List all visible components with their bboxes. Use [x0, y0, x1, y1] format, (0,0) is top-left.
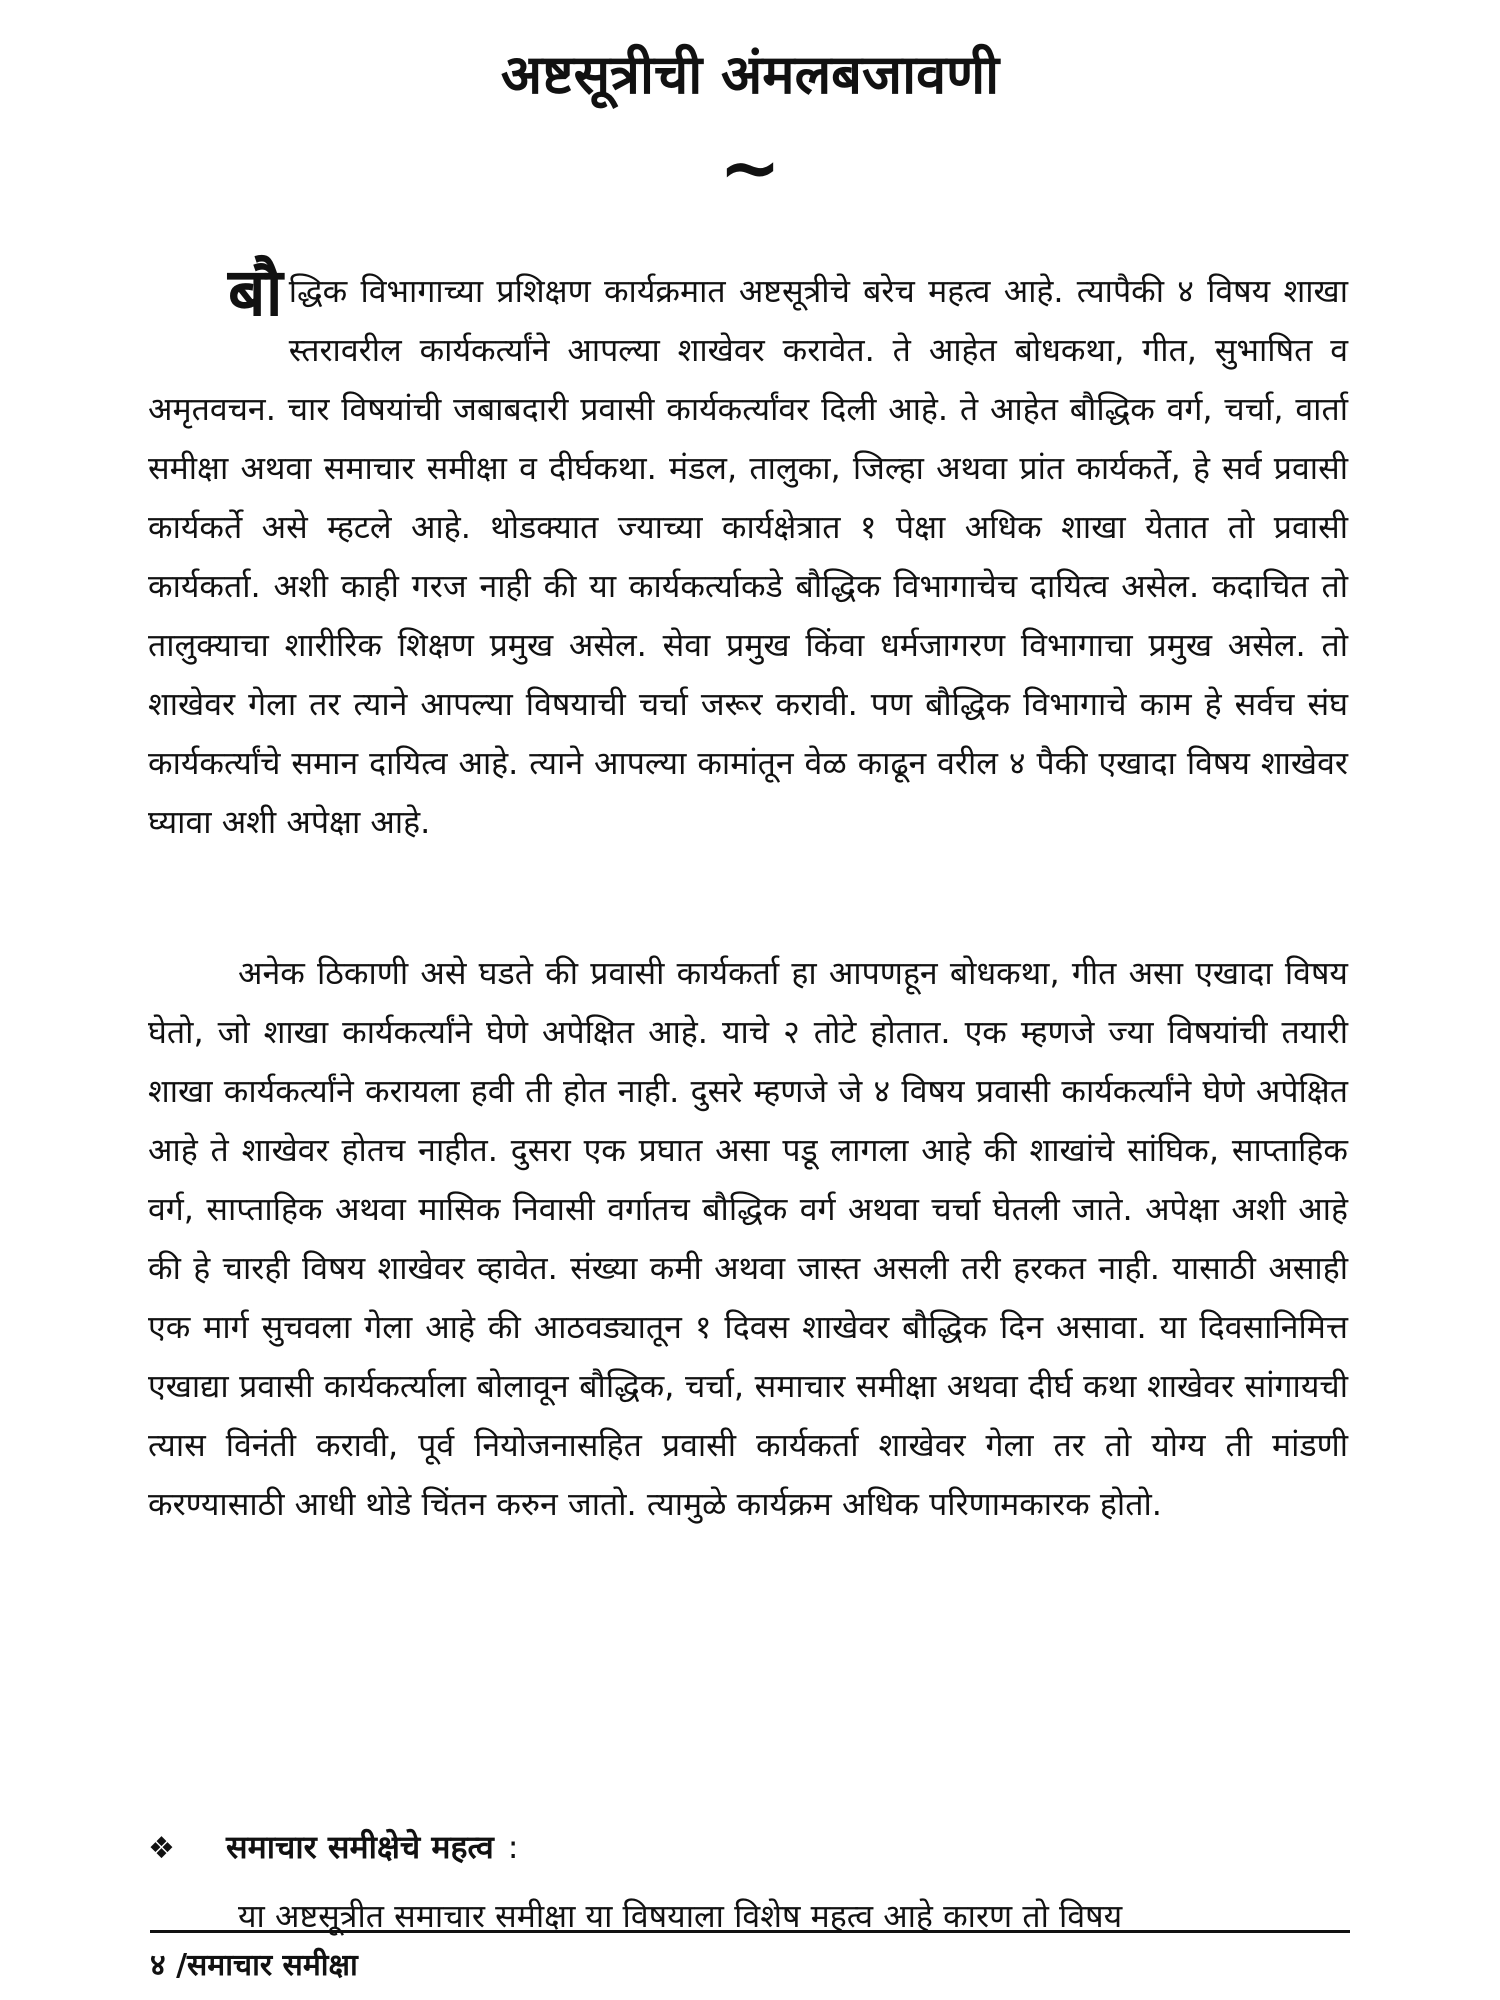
footer-separator: /	[176, 1948, 188, 1983]
diamond-bullet-icon: ❖	[148, 1831, 175, 1866]
page-number: ४	[150, 1948, 166, 1983]
paragraph-1-text: द्धिक विभागाच्या प्रशिक्षण कार्यक्रमात अष्टसूत्रीचे बरेच महत्व आहे. त्यापैकी ४ विषय शाखा स्तरावरील कार्यकर्त्यांने आपल्या शाखेवर करावेत. ते आहेत बोधकथा, गीत, सुभाषित व अमृतवचन. चार विषयांची जबाबदारी प्रवासी कार्यकर्त्यांवर दिली आहे. ते आहेत बौद्धिक वर्ग, चर्चा, वार्ता समीक्षा अथवा समाचार समीक्षा व दीर्घकथा. मंडल, तालुका, जिल्हा अथवा प्रांत कार्यकर्ते, हे सर्व प्रवासी कार्यकर्ते असे म्हटले आहे. थोडक्यात ज्याच्या कार्यक्षेत्रात १ पेक्षा अधिक शाखा येतात तो प्रवासी कार्यकर्ता. अशी काही गरज नाही की या कार्यकर्त्याकडे बौद्धिक विभागाचेच दायित्व असेल. कदाचित तो तालुक्याचा शारीरिक शिक्षण प्रमुख असेल. सेवा प्रमुख किंवा धर्मजागरण विभागाचा प्रमुख असेल. तो शाखेवर गेला तर त्याने आपल्या विषयाची चर्चा जरूर करावी. पण बौद्धिक विभागाचे काम हे सर्वच संघ कार्यकर्त्यांचे समान दायित्व आहे. त्याने आपल्या कामांतून वेळ काढून वरील ४ पैकी एखादा विषय शाखेवर घ्यावा अशी अपेक्षा आहे.	[148, 272, 1348, 841]
tilde-ornament: ~	[718, 125, 781, 211]
paragraph-3: या अष्टसूत्रीत समाचार समीक्षा या विषयाला विशेष महत्व आहे कारण तो विषय	[238, 1897, 1123, 1935]
paragraph-1	[148, 254, 1348, 852]
drop-cap: बौ	[228, 254, 283, 331]
paragraph-2: अनेक ठिकाणी असे घडते की प्रवासी कार्यकर्ता हा आपणहून बोधकथा, गीत असा एखादा विषय घेतो, जो शाखा कार्यकर्त्यांने घेणे अपेक्षित आहे. याचे २ तोटे होतात. एक म्हणजे ज्या विषयांची तयारी शाखा कार्यकर्त्यांने करायला हवी ती होत नाही. दुसरे म्हणजे जे ४ विषय प्रवासी कार्यकर्त्यांने घेणे अपेक्षित आहे ते शाखेवर होतच नाहीत. दुसरा एक प्रघात असा पडू लागला आहे की शाखांचे सांघिक, साप्ताहिक वर्ग, साप्ताहिक अथवा मासिक निवासी वर्गातच बौद्धिक वर्ग अथवा चर्चा घेतली जाते. अपेक्षा अशी आहे की हे चारही विषय शाखेवर व्हावेत. संख्या कमी अथवा जास्त असली तरी हरकत नाही. यासाठी असाही एक मार्ग सुचवला गेला आहे की आठवड्यातून १ दिवस शाखेवर बौद्धिक दिन असावा. या दिवसानिमित्त एखाद्या प्रवासी कार्यकर्त्याला बोलावून बौद्धिक, चर्चा, समाचार समीक्षा अथवा दीर्घ कथा शाखेवर सांगायची त्यास विनंती करावी, पूर्व नियोजनासहित प्रवासी कार्यकर्ता शाखेवर गेला तर तो योग्य ती मांडणी करण्यासाठी आधी थोडे चिंतन करुन जातो. त्यामुळे कार्यक्रम अधिक परिणामकारक होतो.	[148, 954, 1348, 1523]
section-heading	[148, 1818, 1348, 1878]
book-title: समाचार समीक्षा	[187, 1948, 358, 1983]
page-footer	[150, 1944, 358, 1988]
page-title: अष्टसूत्रीची अंमलबजावणी	[500, 43, 1000, 106]
section-heading-text: समाचार समीक्षेचे महत्व	[226, 1828, 494, 1866]
footer-divider	[150, 1930, 1350, 1933]
section-heading-colon: :	[507, 1828, 519, 1866]
